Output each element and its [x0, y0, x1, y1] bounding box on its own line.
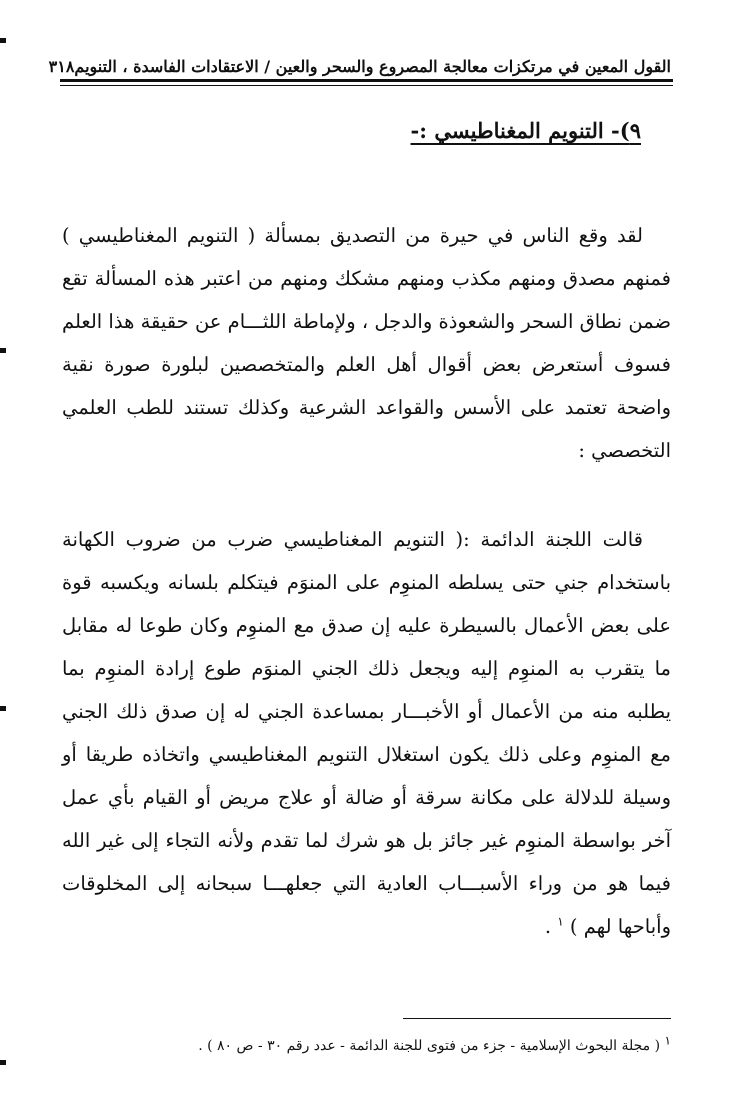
running-header	[48, 42, 671, 76]
scan-edge-mark	[0, 38, 6, 43]
footnote	[198, 1033, 671, 1054]
header-rule-thick	[60, 79, 673, 82]
footnote-separator	[403, 1018, 671, 1019]
header-rule-thin	[60, 85, 673, 86]
footnote-reference[interactable]: ١	[557, 914, 564, 928]
scan-edge-mark	[0, 348, 6, 353]
section-heading: ٩)- التنويم المغناطيسي :-	[410, 118, 641, 143]
paragraph-quote-text: قالت اللجنة الدائمة :( التنويم المغناطيسي ضرب من ضروب الكهانة باستخدام جني حتى يسلطه المنوِم على المنوَم فيتكلم بلسانه ويكسبه قوة على بعض الأعمال بالسيطرة عليه إن صدق مع المنوِم وكان طوعا له مقابل ما يتقرب به المنوِم إليه ويجعل ذلك الجني المنوَم طوع إرادة المنوِم بما يطلبه منه من الأعمال أو الأخبـــار بمساعدة الجني له إن صدق ذلك الجني مع المنوِم وعلى ذلك يكون استغلال التنويم المغناطيسي واتخاذه طريقا أو وسيلة للدلالة على مكانة سرقة أو ضالة أو علاج مريض أو القيام بأي عمل آخر بواسطة المنوِم غير جائز بل هو شرك لما تقدم ولأنه التجاء إلى غير الله فيما هو من وراء الأسبـــاب العادية التي جعلهـــا سبحانه إلى المخلوقات وأباحها لهم )	[62, 527, 671, 938]
page-number: ٣١٨	[48, 57, 75, 76]
paragraph-quote	[62, 518, 671, 948]
paragraph-end: .	[544, 914, 558, 938]
footnote-marker: ١	[664, 1033, 671, 1048]
scan-edge-mark	[0, 1060, 6, 1065]
paragraph-intro	[62, 214, 671, 472]
paragraph-intro-text: لقد وقع الناس في حيرة من التصديق بمسألة ( التنويم المغناطيسي ) فمنهم مصدق ومنهم مكذب ومنهم مشكك ومنهم من اعتبر هذه المسألة تقع ضمن نطاق السحر والشعوذة والدجل ، ولإماطة اللثـــام عن حقيقة هذا العلم فسوف أستعرض بعض أقوال أهل العلم والمتخصصين لبلورة صورة نقية واضحة تعتمد على الأسس والقواعد الشرعية وكذلك تستند للطب العلمي التخصصي :	[62, 223, 671, 462]
scan-edge-mark	[0, 706, 6, 711]
footnote-text: ( مجلة البحوث الإسلامية - جزء من فتوى للجنة الدائمة - عدد رقم ٣٠ - ص ٨٠ ) .	[198, 1038, 661, 1054]
running-title: القول المعين في مرتكزات معالجة المصروع والسحر والعين / الاعتقادات الفاسدة ، التنويم	[74, 57, 671, 76]
